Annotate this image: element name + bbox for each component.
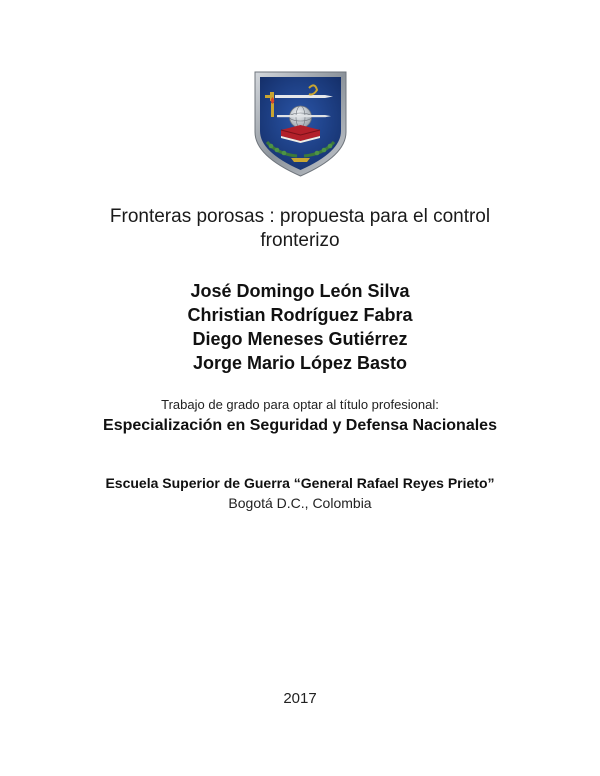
author-name: Christian Rodríguez Fabra — [187, 305, 413, 325]
institution-city: Bogotá D.C., Colombia — [228, 495, 372, 511]
thesis-title — [0, 205, 600, 253]
shield-emblem-icon — [253, 70, 348, 178]
author-name: Diego Meneses Gutiérrez — [192, 329, 408, 349]
thesis-title-line-2: fronterizo — [260, 230, 340, 251]
author-list — [0, 279, 600, 375]
degree-purpose-text: Trabajo de grado para optar al título profesional: — [161, 397, 439, 412]
degree-name: Especialización en Seguridad y Defensa Nacionales — [103, 417, 497, 434]
author-name: José Domingo León Silva — [190, 281, 410, 301]
publication-year: 2017 — [283, 690, 317, 707]
institution-name: Escuela Superior de Guerra “General Rafael Reyes Prieto” — [105, 475, 495, 491]
author-name: Jorge Mario López Basto — [192, 353, 408, 373]
thesis-title-line-1: Fronteras porosas : propuesta para el control — [109, 206, 491, 227]
